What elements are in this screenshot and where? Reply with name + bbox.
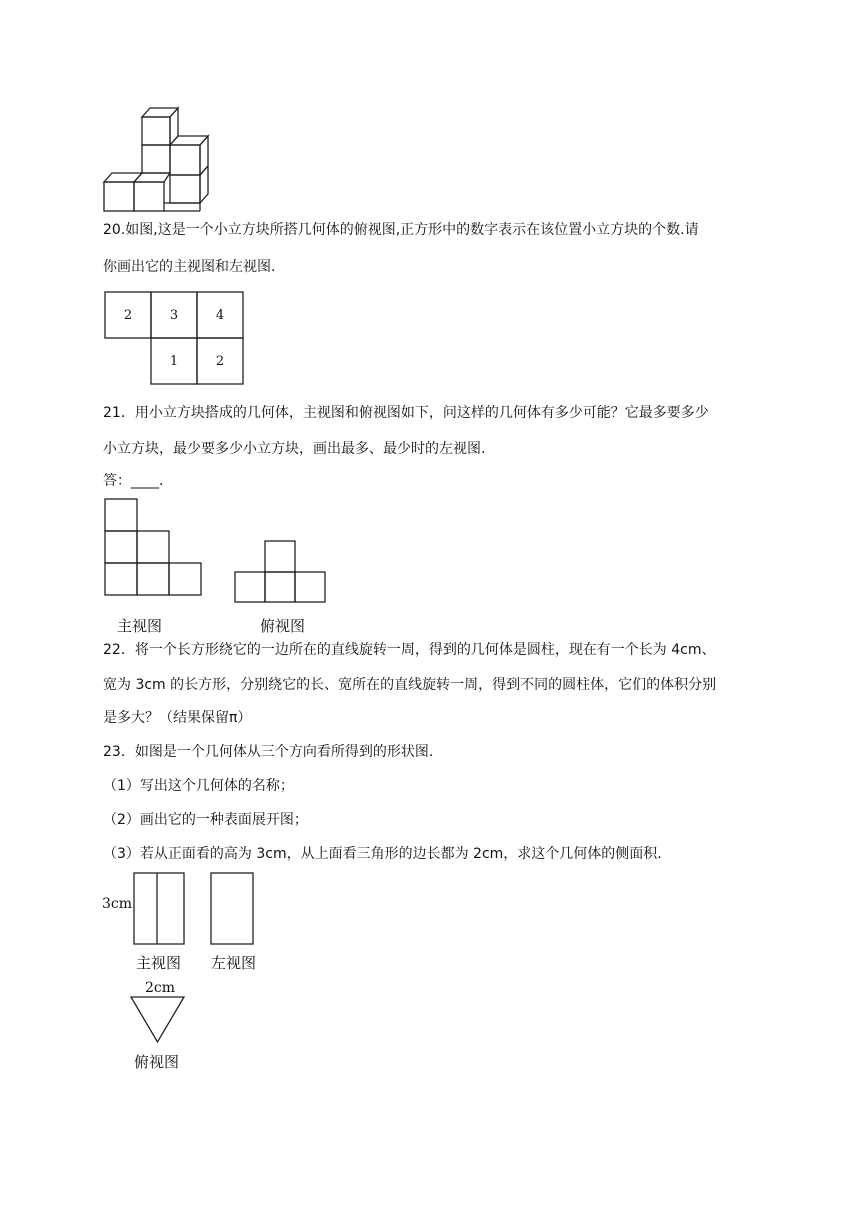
q20-text-line1: 20.如图,这是一个小立方块所搭几何体的俯视图,正方形中的数字表示在该位置小立方块的个数.请: [103, 222, 699, 238]
q23-text-line1: 23．如图是一个几何体从三个方向看所得到的形状图.: [103, 744, 434, 760]
q21-top-label: 俯视图: [260, 617, 306, 635]
q23-sub3: （3）若从正面看的高为 3cm，从上面看三角形的边长都为 2cm，求这个几何体的侧面积.: [103, 846, 662, 862]
q23-left-view: [210, 872, 256, 946]
cube-stack-figure: [100, 100, 220, 215]
q23-left-label: 左视图: [211, 954, 257, 972]
grid-cell-2-2: 1: [169, 353, 179, 369]
q21-text-line1: 21．用小立方块搭成的几何体，主视图和俯视图如下，问这样的几何体有多少可能？它最多要多少: [103, 405, 709, 421]
q21-text-line2: 小立方块，最少要多少小立方块，画出最多、最少时的左视图.: [103, 441, 486, 457]
q22-text-line2: 宽为 3cm 的长方形，分别绕它的长、宽所在的直线旋转一周，得到不同的圆柱体，它们的体积分别: [103, 677, 717, 693]
q21-answer: 答：____.: [103, 473, 164, 489]
q22-text-line1: 22．将一个长方形绕它的一边所在的直线旋转一周，得到的几何体是圆柱，现在有一个长为 4cm、: [103, 642, 716, 658]
q21-front-view: [104, 498, 204, 598]
q21-front-label: 主视图: [117, 617, 163, 635]
q23-front-view: [133, 872, 187, 946]
q22-text-line3: 是多大？（结果保留π）: [103, 710, 252, 726]
q20-top-view-grid: [104, 291, 246, 387]
q23-top-view: [130, 996, 186, 1046]
grid-cell-1-3: 4: [215, 307, 225, 323]
grid-cell-1-1: 2: [123, 307, 133, 323]
q20-text-line2: 你画出它的主视图和左视图.: [103, 259, 276, 275]
q23-sub1: （1）写出这个几何体的名称；: [103, 778, 294, 794]
grid-cell-1-2: 3: [169, 307, 179, 323]
grid-cell-2-3: 2: [215, 353, 225, 369]
q23-front-label: 主视图: [136, 954, 182, 972]
q21-top-view: [234, 540, 330, 604]
q23-sub2: （2）画出它的一种表面展开图；: [103, 812, 308, 828]
q23-side-label: 2cm: [145, 980, 176, 996]
q23-height-label: 3cm: [102, 896, 133, 912]
q23-top-label: 俯视图: [134, 1053, 180, 1071]
